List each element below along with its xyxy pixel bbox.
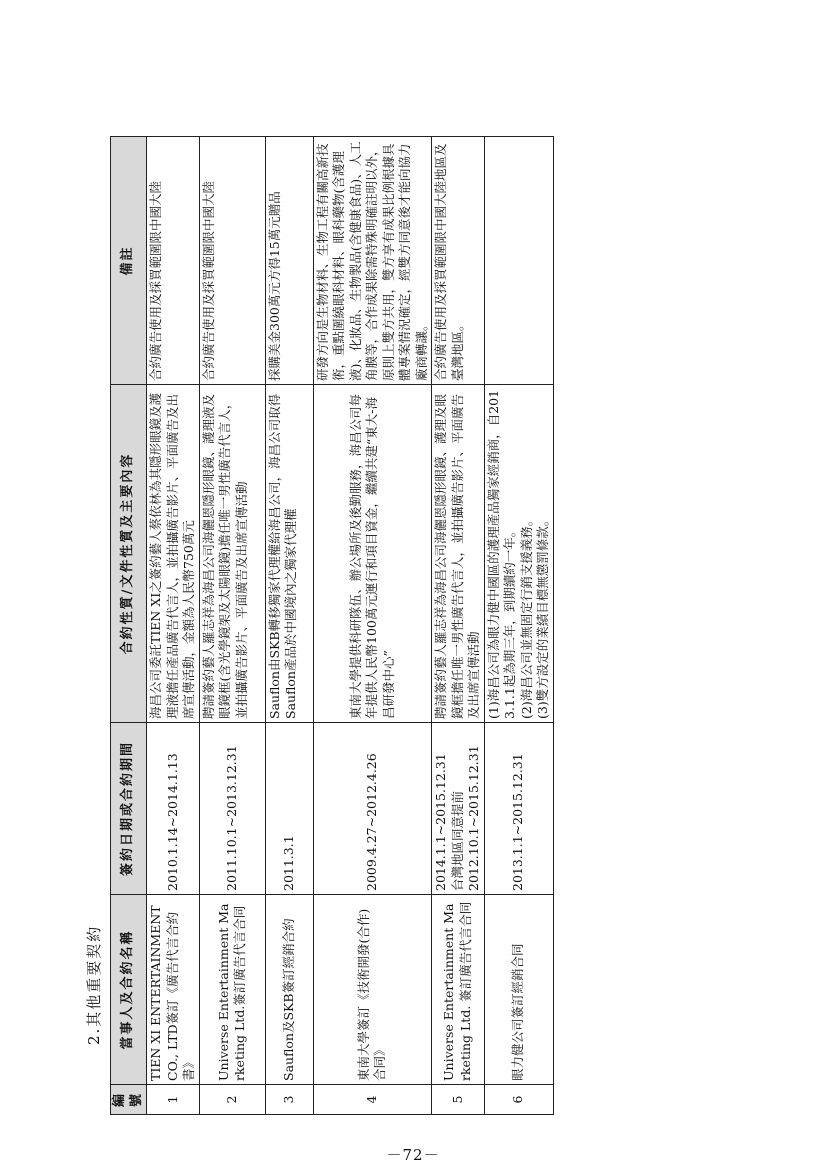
note-cell: 採購美金300萬元方得15萬元贈品 [265, 137, 313, 385]
date-cell [199, 723, 265, 895]
section-title: 2.其他重要契約 [85, 924, 103, 1045]
table-row [265, 137, 313, 1115]
content-item: (2)海昌公司並無固定行銷支援義務。 [518, 513, 534, 719]
table-row [199, 137, 265, 1115]
party-cell: TIEN XI ENTERTAINMENT CO., LTD簽訂《廣告代言合約書》 [147, 895, 200, 1085]
party-cell: 東南大學簽訂《技術開發(合作)合同》 [313, 895, 432, 1085]
page-number: －72－ [386, 1146, 440, 1164]
header-no: 編號 [111, 1085, 147, 1115]
header-note: 備註 [111, 137, 147, 385]
table-row [147, 137, 200, 1115]
content-item: (3)雙方設定的業績目標無懲罰條款。 [535, 513, 550, 719]
rotated-page-content [84, 85, 564, 1115]
note-cell [484, 137, 553, 385]
date-cell [265, 723, 313, 895]
row-number: 4 [313, 1085, 432, 1115]
date-line: 2013.1.1~2015.12.31 [510, 753, 526, 891]
table-header-row [111, 137, 147, 1115]
content-cell: Sauflon由SKB轉移獨家代理權給海昌公司，海昌公司取得Sauflon產品於中國境內之獨家代理權 [265, 385, 313, 723]
party-cell: Sauflon及SKB簽訂經銷合約 [265, 895, 313, 1085]
row-number: 3 [265, 1085, 313, 1115]
header-party: 當事人及合約名稱 [111, 895, 147, 1085]
date-line: 2012.10.1~2015.12.31 [466, 745, 481, 891]
note-cell: 合約廣告使用及採買範圍限中國大陸 [199, 137, 265, 385]
table-row [432, 137, 485, 1115]
content-item: (1)海昌公司為眼力健中國區的護理產品獨家經銷商，自2013.1.1起為期三年，到期續約一年。 [485, 389, 517, 719]
date-line: 2011.10.1~2013.12.31 [223, 745, 239, 891]
date-cell [484, 723, 553, 895]
contracts-table [110, 136, 554, 1115]
note-cell: 合約廣告使用及採買範圍限中國大陸地區及臺灣地區。 [432, 137, 485, 385]
note-cell: 研發方向是生物材料、生物工程有關高新技術，重點圍繞眼科材料、眼科藥物(含護理液)、化妝品、生物製品(含健康食品)、人工角膜等，合作成果除需特殊明確註明以外，原則上雙方共用，雙方享有成果比例根據具體專案情況確定，經雙方同意後才能向協力廠商轉讓。 [313, 137, 432, 385]
content-cell: 海昌公司委託TIEN XI之簽約藝人蔡依林為其隱形眼鏡及護理液擔任產品廣告代言人，並拍攝廣告影片、平面廣告及出席宣傳活動，金額為人民幣750萬元 [147, 385, 200, 723]
date-note-line: 台灣地區同意提前 [449, 790, 465, 891]
content-cell [484, 385, 553, 723]
header-content: 合約性質/文件性質及主要內容 [111, 385, 147, 723]
date-cell [313, 723, 432, 895]
party-cell: Universe Entertainment Marketing Ltd.簽訂廣告代言合同 [199, 895, 265, 1085]
date-line: 2014.1.1~2015.12.31 [433, 753, 448, 891]
row-number: 6 [484, 1085, 553, 1115]
date-line: 2010.1.14~2014.1.13 [164, 753, 180, 891]
party-cell: 眼力健公司簽訂經銷合同 [484, 895, 553, 1085]
date-line: 2009.4.27~2012.4.26 [364, 753, 379, 891]
note-cell: 合約廣告使用及採買範圍限中國大陸 [147, 137, 200, 385]
row-number: 2 [199, 1085, 265, 1115]
row-number: 1 [147, 1085, 200, 1115]
table-row [313, 137, 432, 1115]
content-cell: 東南大學提供科研隊伍、辦公場所及後勤服務，海昌公司每年提供人民幣100萬元運行和項目資金，繼續共建“東大-海昌研發中心” [313, 385, 432, 723]
row-number: 5 [432, 1085, 485, 1115]
party-cell: Universe Entertainment Marketing Ltd. 簽訂廣告代言合同 [432, 895, 485, 1085]
header-date: 簽約日期或合約期間 [111, 723, 147, 895]
date-cell [432, 723, 485, 895]
content-cell: 聘請簽約藝人羅志祥為海昌公司海儷恩隱形眼鏡、護理及眼鏡框擔任唯一男性廣告代言人，並拍攝廣告影片、平面廣告及出席宣傳活動 [432, 385, 485, 723]
content-cell: 聘請簽約藝人羅志祥為海昌公司海儷恩隱形眼鏡、護理液及眼鏡框(含光學鏡架及太陽眼鏡)擔任唯一男性廣告代言人，並拍攝廣告影片、平面廣告及出席宣傳活動 [199, 385, 265, 723]
table-row [484, 137, 553, 1115]
date-line: 2011.3.1 [280, 835, 296, 891]
date-cell [147, 723, 200, 895]
